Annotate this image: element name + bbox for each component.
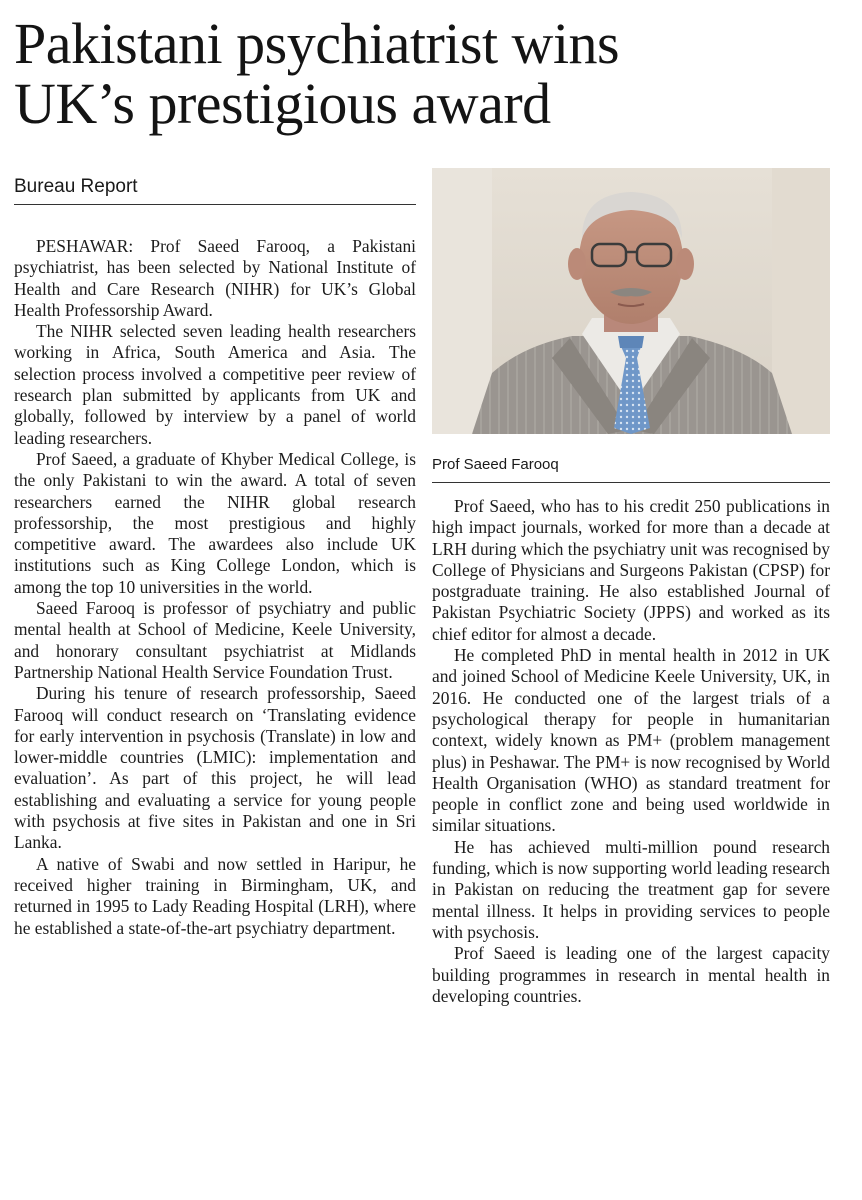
paragraph: Prof Saeed, a graduate of Khyber Medical College, is the only Pakistani to win the award. A total of seven researchers earned the NIHR global research professorship, the most prestigious and highly competitive award. The awardees also include UK institutions such as King College London, which is among the top 10 universities in the world. [14, 448, 416, 597]
article-body-left-column [14, 236, 416, 939]
paragraph: Prof Saeed is leading one of the largest capacity building programmes in research in mental health in developing countries. [432, 943, 830, 1006]
paragraph: The NIHR selected seven leading health researchers working in Africa, South America and Asia. The selection process involved a competitive peer review of research plan submitted by applicants from UK and globally, followed by interview by a panel of world leading researchers. [14, 321, 416, 448]
byline: Bureau Report [14, 176, 138, 197]
caption-divider [432, 482, 830, 483]
paragraph: A native of Swabi and now settled in Haripur, he received higher training in Birmingham, UK, and returned in 1995 to Lady Reading Hospital (LRH), where he established a state-of-the-art psychiatry department. [14, 853, 416, 938]
headline-line-1: Pakistani psychiatrist wins [14, 11, 620, 76]
headline [14, 11, 854, 136]
paragraph: He completed PhD in mental health in 2012 in UK and joined School of Medicine Keele University, UK, in 2016. He conducted one of the largest trials of a psychological therapy for people in humanitarian context, widely known as PM+ (problem management plus) in Peshawar. The PM+ is now recognised by World Health Organisation (WHO) as standard treatment for people in conflict zone and being used worldwide in similar situations. [432, 645, 830, 836]
photo-caption: Prof Saeed Farooq [432, 456, 559, 473]
paragraph: He has achieved multi-million pound research funding, which is now supporting world leading research in Pakistan on reducing the treatment gap for severe mental illness. It helps in providing services to people with psychosis. [432, 836, 830, 942]
paragraph: Prof Saeed, who has to his credit 250 publications in high impact journals, worked for more than a decade at LRH during which the psychiatry unit was recognised by College of Physicians and Surgeons Pakistan (CPSP) for postgraduate training. He also established Journal of Pakistan Psychiatric Society (JPPS) and worked as its chief editor for almost a decade. [432, 496, 830, 644]
paragraph: PESHAWAR: Prof Saeed Farooq, a Pakistani psychiatrist, has been selected by National Institute of Health and Care Research (NIHR) for UK’s Global Health Professorship Award. [14, 236, 416, 320]
paragraph: During his tenure of research professorship, Saeed Farooq will conduct research on ‘Translating evidence for early intervention in psychosis (Translate) in low and lower-middle countries (LMIC): implementation and evaluation’. As part of this project, he will lead establishing and evaluating a service for young people with psychosis at five sites in Pakistan and one in Sri Lanka. [14, 683, 416, 853]
paragraph: Saeed Farooq is professor of psychiatry and public mental health at School of Medicine, Keele University, and honorary consultant psychiatrist at Midlands Partnership National Health Service Foundation Trust. [14, 598, 416, 682]
article-body-right-column [432, 496, 830, 1007]
portrait-photo [432, 168, 830, 434]
headline-line-2: UK’s prestigious award [14, 71, 551, 136]
byline-divider [14, 204, 416, 205]
